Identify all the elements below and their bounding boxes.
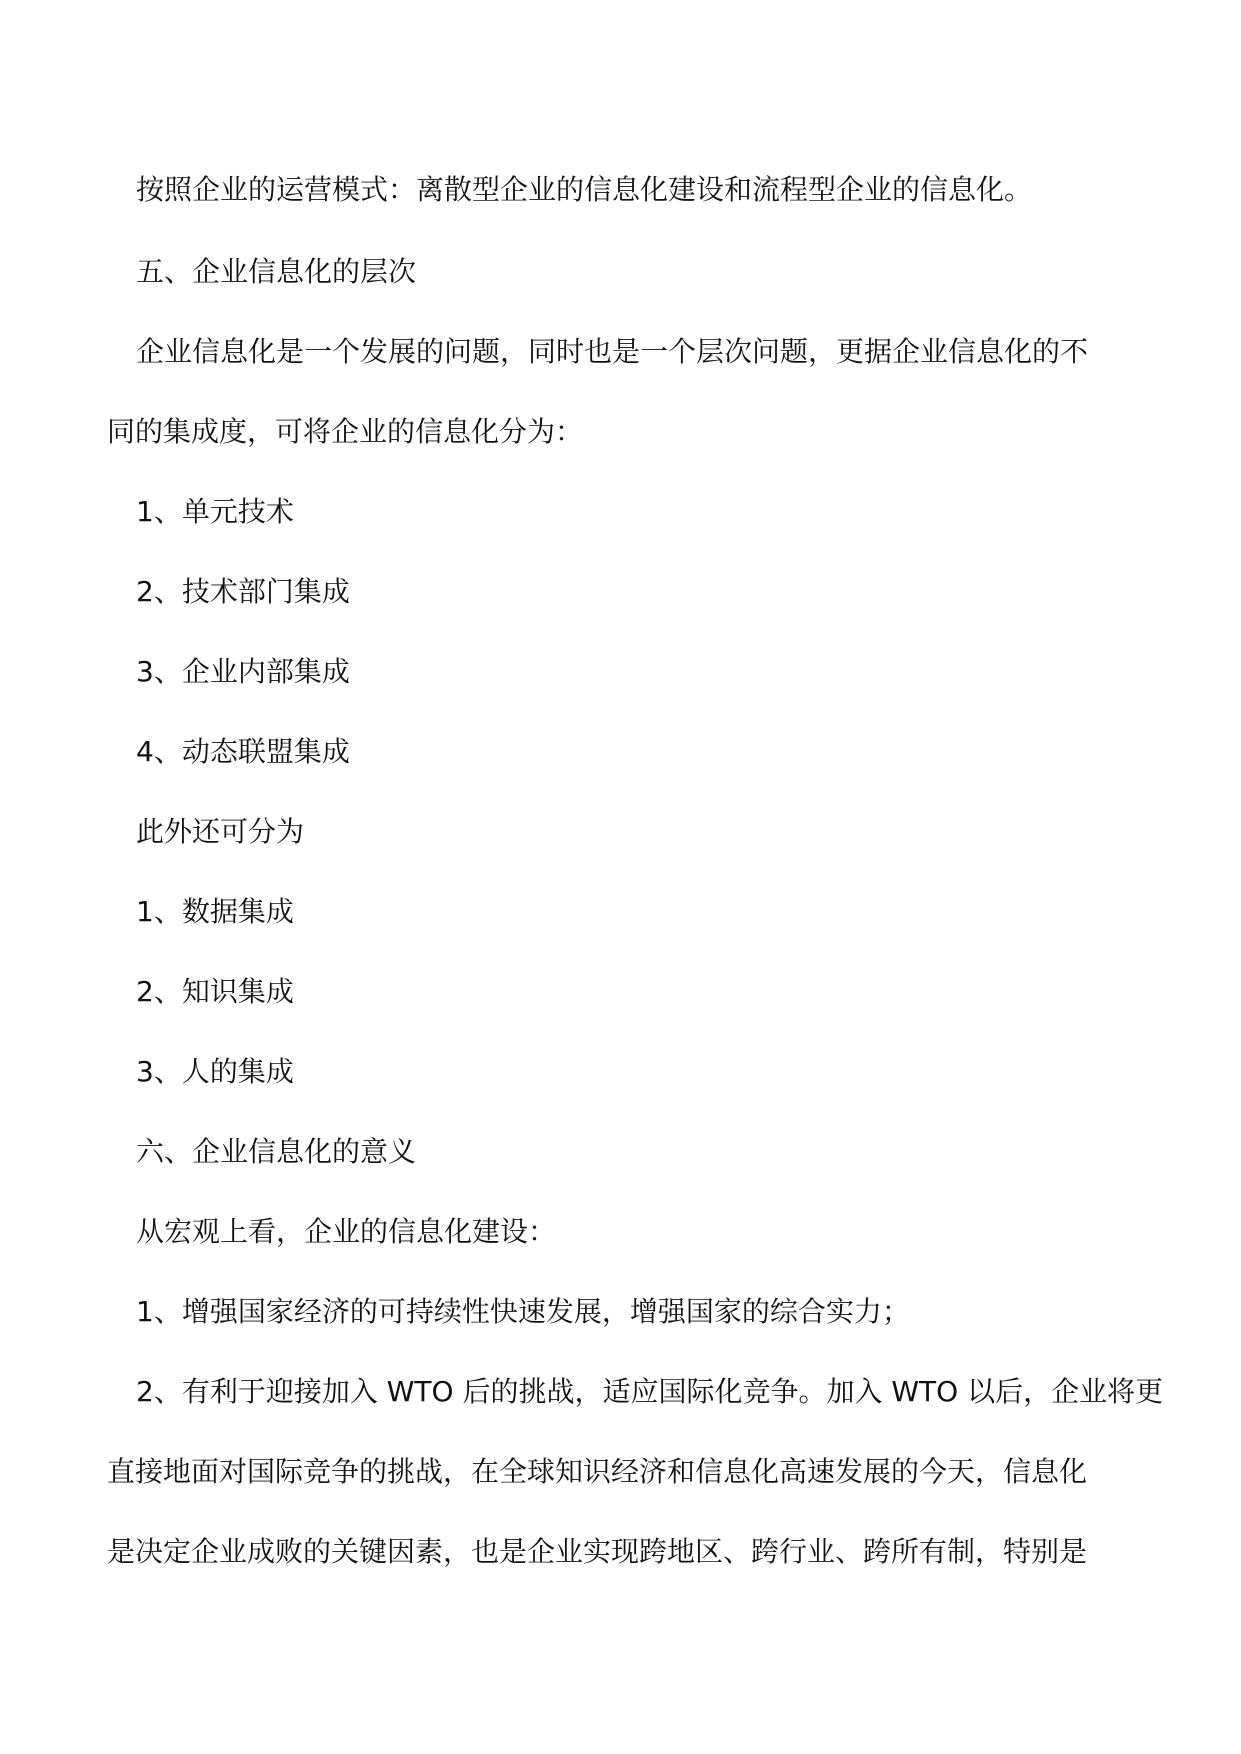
list-item: 2、技术部门集成 <box>136 575 350 608</box>
paragraph-levels-intro-line2: 同的集成度，可将企业的信息化分为： <box>107 415 584 448</box>
list-item: 1、增强国家经济的可持续性快速发展，增强国家的综合实力； <box>136 1295 910 1328</box>
paragraph-alternative: 此外还可分为 <box>136 815 305 848</box>
list-item: 3、人的集成 <box>136 1055 294 1088</box>
paragraph-wto-line1: 2、有利于迎接加入 WTO 后的挑战，适应国际化竞争。加入 WTO 以后，企业将更 <box>136 1375 1164 1408</box>
section-heading-significance: 六、企业信息化的意义 <box>136 1135 417 1168</box>
list-item: 1、数据集成 <box>136 895 294 928</box>
paragraph-wto-line3: 是决定企业成败的关键因素，也是企业实现跨地区、跨行业、跨所有制，特别是 <box>107 1535 1088 1568</box>
paragraph-operation-mode: 按照企业的运营模式：离散型企业的信息化建设和流程型企业的信息化。 <box>136 173 1033 206</box>
paragraph-levels-intro-line1: 企业信息化是一个发展的问题，同时也是一个层次问题，更据企业信息化的不 <box>136 335 1089 368</box>
list-item: 1、单元技术 <box>136 495 294 528</box>
list-item: 4、动态联盟集成 <box>136 735 350 768</box>
paragraph-macro-view: 从宏观上看，企业的信息化建设： <box>136 1215 557 1248</box>
list-item: 3、企业内部集成 <box>136 655 350 688</box>
list-item: 2、知识集成 <box>136 975 294 1008</box>
paragraph-wto-line2: 直接地面对国际竞争的挑战，在全球知识经济和信息化高速发展的今天，信息化 <box>107 1455 1088 1488</box>
section-heading-levels: 五、企业信息化的层次 <box>136 255 417 288</box>
